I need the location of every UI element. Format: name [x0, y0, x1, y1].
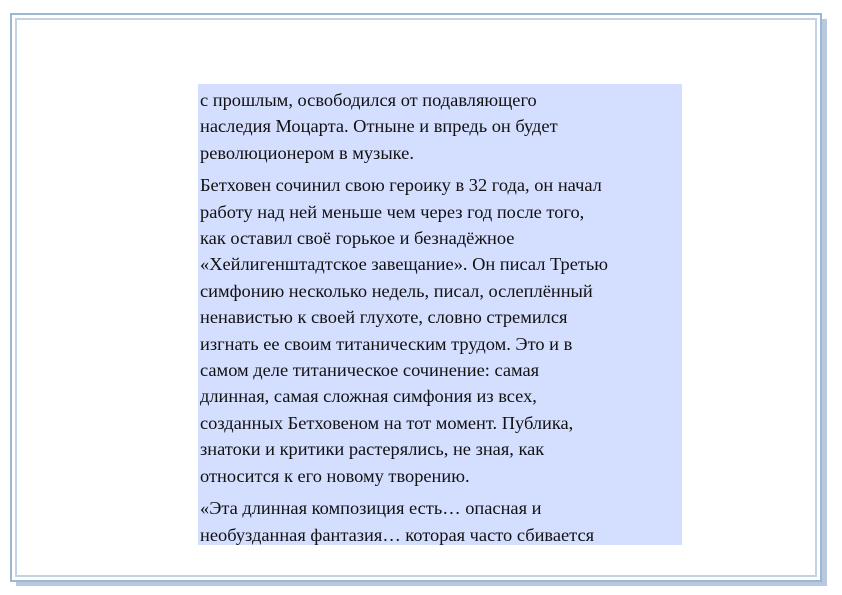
text-box: [198, 84, 682, 545]
paragraph-2: Бетховен сочинил свою героику в 32 года, он начал работу над ней меньше чем через год после того, как оставил своё горькое и безнадёжное «Хейлигенштадтское завещание». Он писал Третью симфонию несколько недель, писал, ослеплённый ненавистью к своей глухоте, словно стремился изгнать ее своим титаническим трудом. Это и в самом деле титаническое сочинение: самая длинная, самая сложная симфония из всех, созданных Бетховеном на тот момент. Публика, знатоки и критики растерялись, не зная, как относится к его новому творению.: [200, 175, 609, 486]
paragraph-1: с прошлым, освободился от подавляющего наследия Моцарта. Отныне и впредь он будет революционером в музыке.: [200, 90, 558, 163]
frame-shadow-right: [822, 19, 827, 586]
frame-shadow-bottom: [16, 582, 827, 586]
paragraph-3: «Эта длинная композиция есть… опасная и необузданная фантазия… которая часто сбивается: [200, 498, 595, 545]
